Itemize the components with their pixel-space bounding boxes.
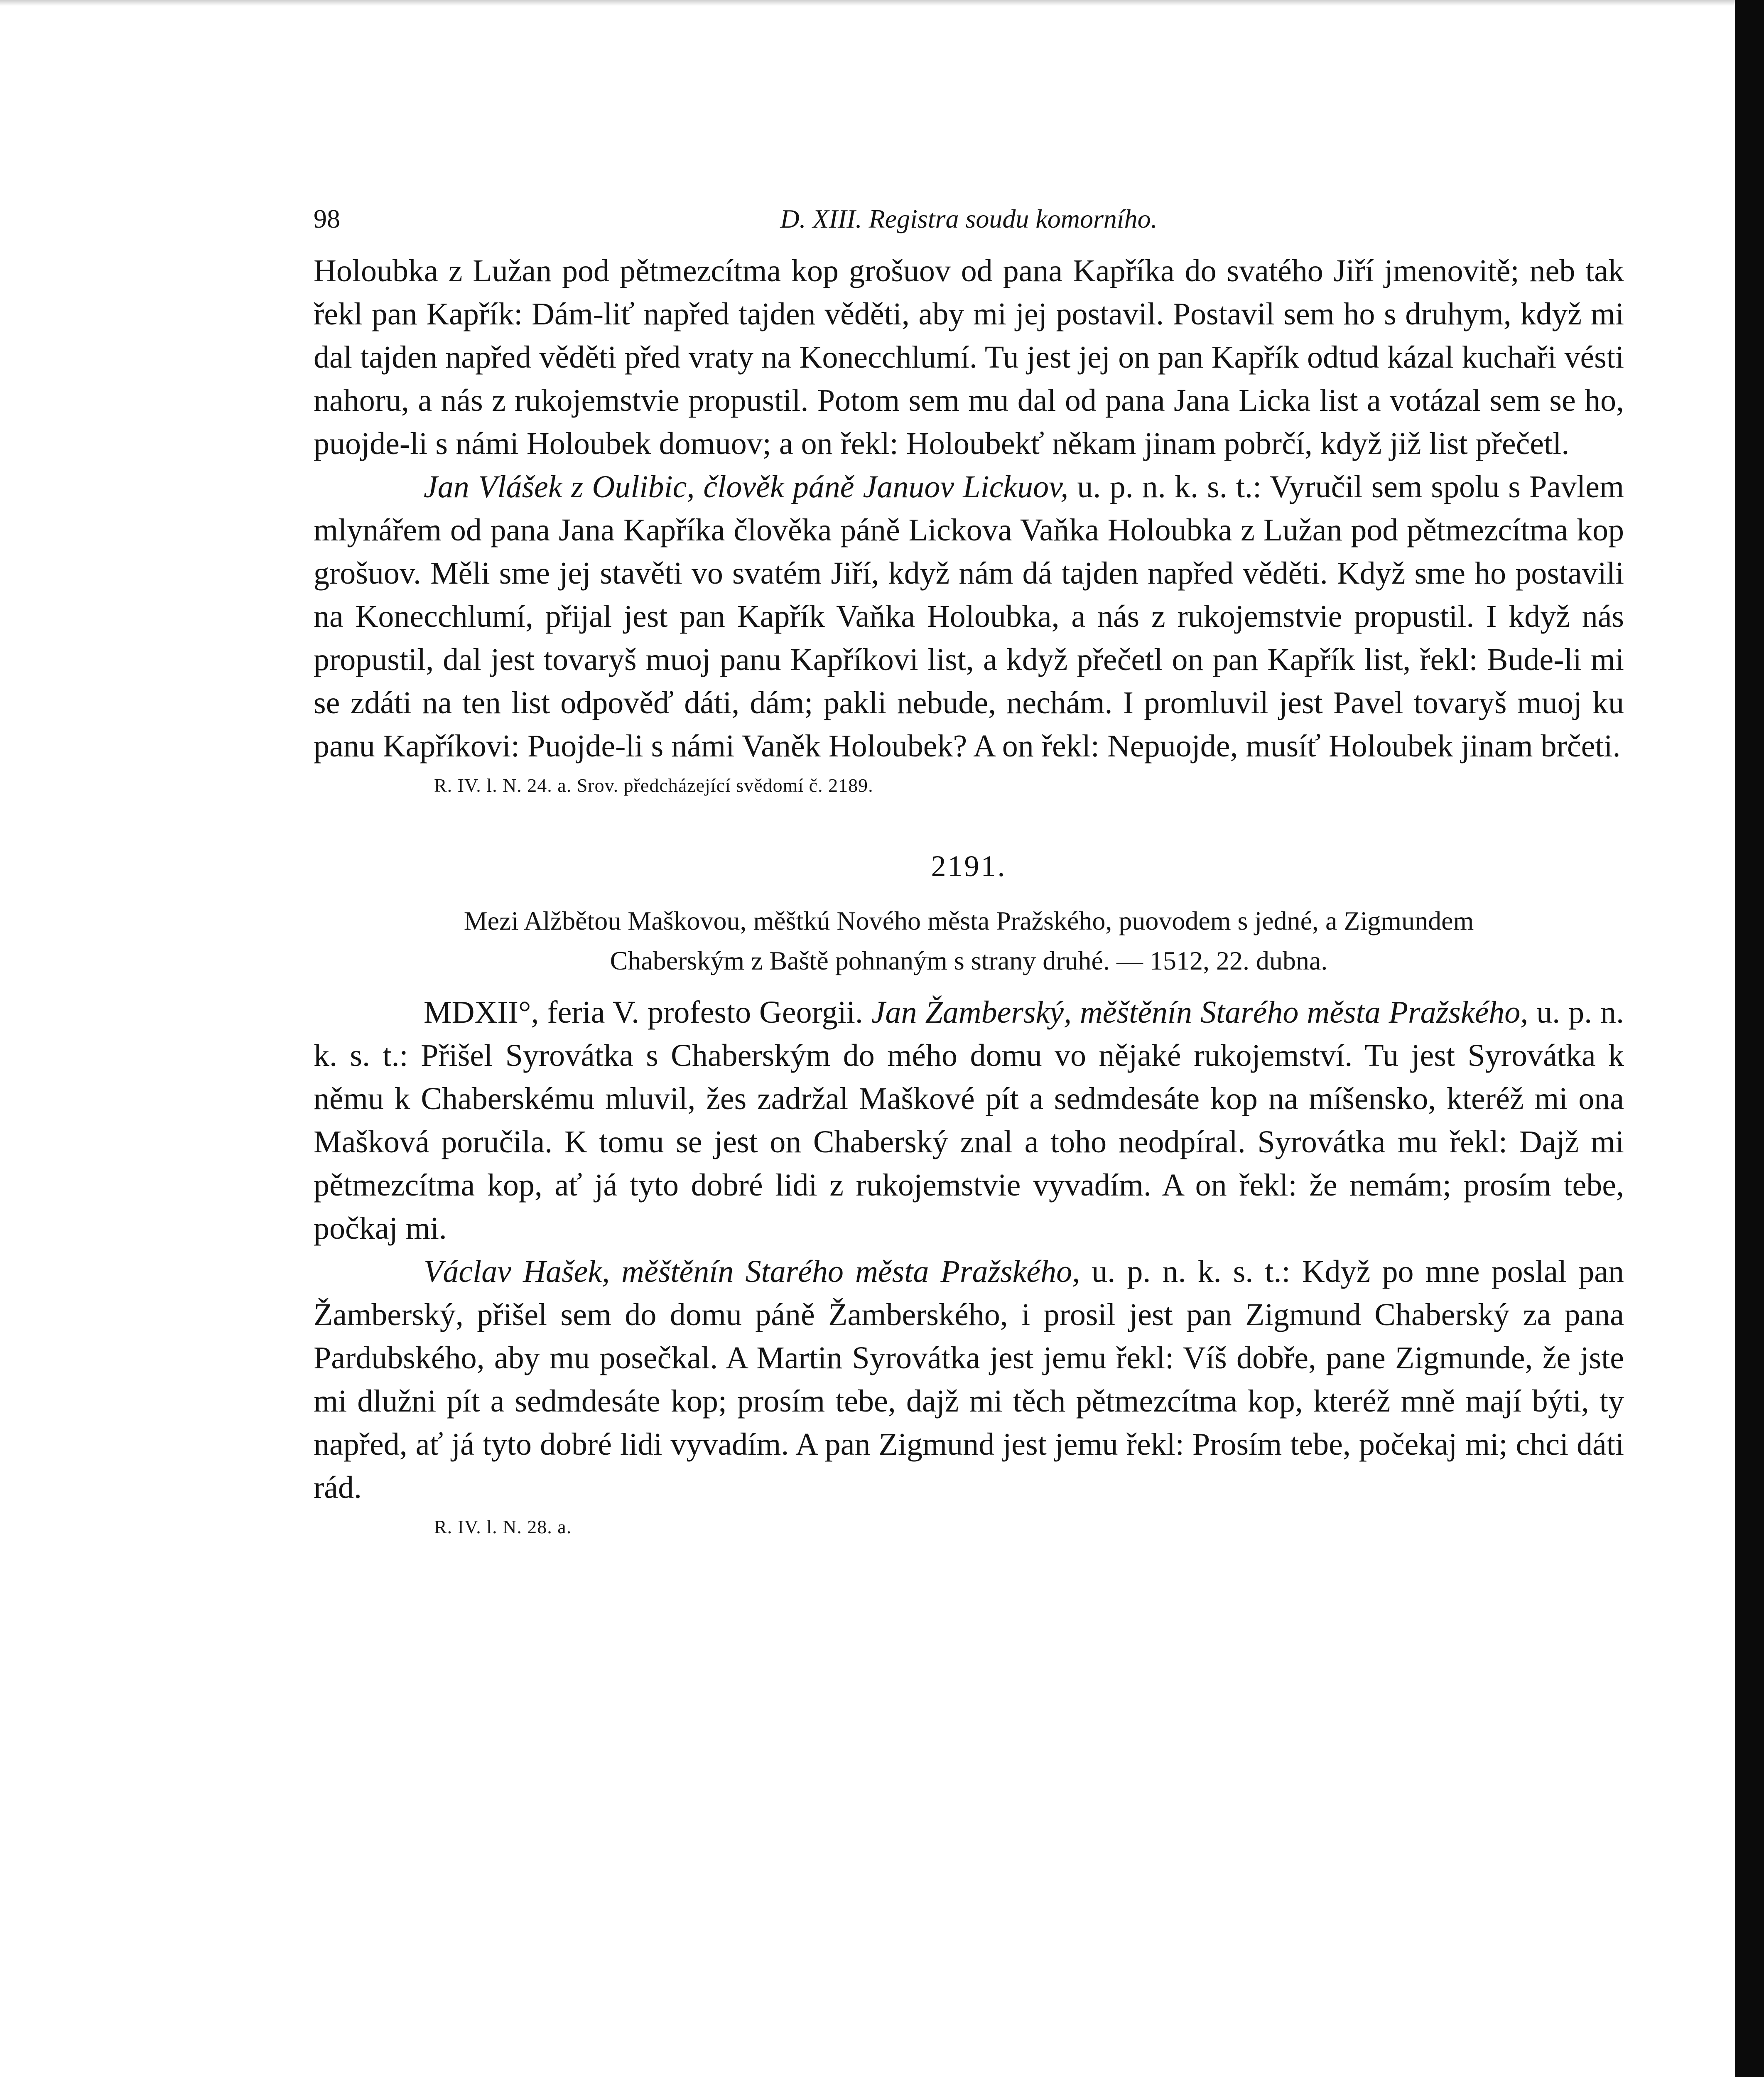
scan-edge-right	[1735, 0, 1764, 2077]
document-page	[314, 195, 1624, 1542]
entry-number: 2191.	[931, 849, 1007, 883]
running-title: D. XIII. Registra soudu komorního.	[780, 204, 1158, 233]
paragraph-testimony-zambersky	[314, 991, 1624, 1250]
source-reference: R. IV. l. N. 28. a.	[434, 1516, 572, 1537]
testimony-text: u. p. n. k. s. t.: Přišel Syrovátka s Chaberským do mého domu vo nějaké rukojemství. Tu jest Syrovátka k němu k Chaberskému mluvil, žes zadržal Maškové pít a sedmdesáte kop na míšensko, kteréž mi ona Mašková poručila. K tomu se jest on Chaberský znal a toho neodpíral. Syrovátka mu řekl: Dajž mi pětmezcítma kop, ať já tyto dobré lidi z rukojemstvie vyvadím. A on řekl: že nemám; prosím tebe, počkaj mi.	[314, 995, 1624, 1246]
testimony-text: u. p. n. k. s. t.: Když po mne poslal pan Žamberský, přišel sem do domu páně Žamberského, i prosil jest pan Zigmund Chaberský za pana Pardubského, aby mu posečkal. A Martin Syrovátka jest jemu řekl: Víš dobře, pane Zigmunde, že jste mi dlužni pít a sedmdesáte kop; prosím tebe, dajž mi těch pětmezcítma kop, kteréž mně mají býti, ty napřed, ať já tyto dobré lidi vyvadím. A pan Zigmund jest jemu řekl: Prosím tebe, počekaj mi; chci dáti rád.	[314, 1254, 1624, 1505]
spacer	[314, 981, 1624, 991]
summary-line: Chaberským z Baště pohnaným s strany druhé. — 1512, 22. dubna.	[610, 946, 1328, 975]
witness-name: Jan Žamberský, měštěnín Starého města Pražského,	[871, 995, 1528, 1030]
testimony-text: u. p. n. k. s. t.: Vyručil sem spolu s Pavlem mlynářem od pana Jana Kapříka člověka páně Lickova Vaňka Holoubka z Lužan pod pětmezcítma kop grošuov. Měli sme jej stavěti vo svatém Jiří, když nám dá tajden napřed věděti. Když sme ho postavili na Konecchlumí, přijal jest pan Kapřík Vaňka Holoubka, a nás z rukojemstvie propustil. I když nás propustil, dal jest tovaryš muoj panu Kapříkovi list, a když přečetl on pan Kapřík list, řekl: Bude-li mi se zdáti na ten list odpověď dáti, dám; pakli nebude, nechám. I promluvil jest Pavel tovaryš muoj ku panu Kapříkovi: Puojde-li s námi Vaněk Holoubek? A on řekl: Nepuojde, musíť Holoubek jinam brčeti.	[314, 469, 1624, 764]
page-number: 98	[314, 204, 340, 233]
entry-summary	[314, 901, 1624, 981]
scan-edge-top	[0, 0, 1764, 6]
summary-line: Mezi Alžbětou Maškovou, měštkú Nového města Pražského, puovodem s jedné, a Zigmundem	[464, 906, 1474, 935]
witness-name: Jan Vlášek z Oulibic, člověk páně Januov Lickuov,	[424, 469, 1069, 504]
paragraph-testimony-vlasek	[314, 465, 1624, 768]
paragraph-continuation: Holoubka z Lužan pod pětmezcítma kop grošuov od pana Kapříka do svatého Jiří jmenovitě; neb tak řekl pan Kapřík: Dám-liť napřed tajden věděti, aby mi jej postavil. Postavil sem ho s druhym, když mi dal tajden napřed věděti před vraty na Konecchlumí. Tu jest jej on pan Kapřík odtud kázal kuchaři vésti nahoru, a nás z rukojemstvie propustil. Potom sem mu dal od pana Jana Licka list a votázal sem se ho, puojde-li s námi Holoubek domuov; a on řekl: Holoubekť někam jinam pobrčí, když již list přečetl.	[314, 253, 1624, 461]
source-reference: R. IV. l. N. 24. a. Srov. předcházející svědomí č. 2189.	[434, 775, 873, 796]
date-line: MDXII°, feria V. profesto Georgii.	[424, 995, 871, 1030]
page-header	[314, 195, 1624, 249]
witness-name: Václav Hašek, měštěnín Starého města Pražského,	[424, 1254, 1080, 1289]
paragraph-testimony-hasek	[314, 1250, 1624, 1509]
